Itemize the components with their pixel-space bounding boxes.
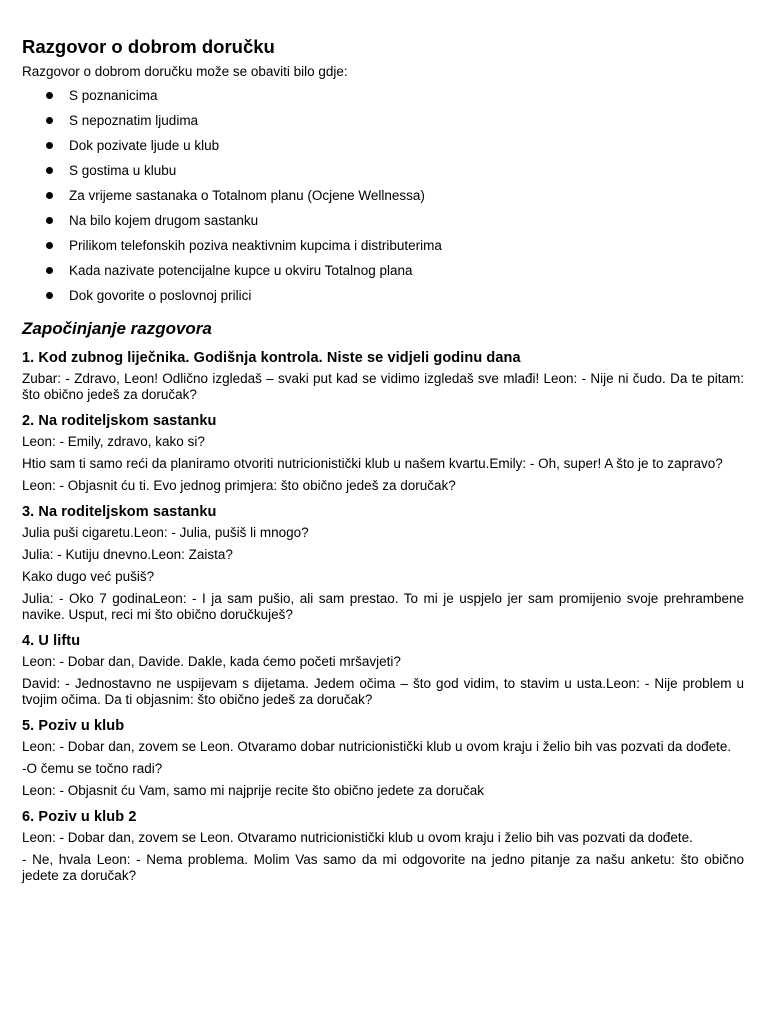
bullet-dot-icon — [46, 192, 53, 199]
section-heading: 5. Poziv u klub — [22, 718, 125, 734]
bullet-text: S gostima u klubu — [69, 163, 177, 178]
dialogue-paragraph: David: - Jednostavno ne uspijevam s dijetama. Jedem očima – što god vidim, to stavim u usta.Leon: - Nije problem u tvojim očima. Da ti objasnim: što obično jedeš za doručak? — [22, 676, 744, 707]
bullet-text: Kada nazivate potencijalne kupce u okviru Totalnog plana — [69, 263, 413, 278]
bullet-item — [22, 233, 744, 258]
section-heading: 4. U liftu — [22, 633, 81, 649]
section-heading: 6. Poziv u klub 2 — [22, 809, 137, 825]
bullet-item — [22, 108, 744, 133]
bullet-dot-icon — [46, 242, 53, 249]
bullet-dot-icon — [46, 167, 53, 174]
dialogue-paragraph: Leon: - Dobar dan, zovem se Leon. Otvaramo dobar nutricionistički klub u ovom kraju i želio bih vas pozvati da dođete. — [22, 739, 732, 754]
section-subtitle: Započinjanje razgovora — [22, 319, 212, 338]
dialogue-paragraph: -O čemu se točno radi? — [22, 761, 163, 776]
dialogue-paragraph: Leon: - Objasnit ću ti. Evo jednog primjera: što obično jedeš za doručak? — [22, 478, 456, 493]
dialogue-paragraph: Leon: - Objasnit ću Vam, samo mi najprije recite što obično jedete za doručak — [22, 783, 484, 798]
bullet-item — [22, 133, 744, 158]
bullet-dot-icon — [46, 292, 53, 299]
dialogue-section-2 — [22, 412, 744, 494]
intro-text: Razgovor o dobrom doručku može se obaviti bilo gdje: — [22, 64, 348, 79]
bullet-dot-icon — [46, 117, 53, 124]
bullet-item — [22, 158, 744, 183]
bullet-item — [22, 258, 744, 283]
bullet-text: Prilikom telefonskih poziva neaktivnim kupcima i distributerima — [69, 238, 442, 253]
bullet-dot-icon — [46, 217, 53, 224]
dialogue-paragraph: Leon: - Emily, zdravo, kako si? — [22, 434, 205, 449]
dialogue-section-3 — [22, 503, 744, 623]
bullet-list — [22, 83, 744, 308]
dialogue-paragraph: Htio sam ti samo reći da planiramo otvoriti nutricionistički klub u našem kvartu.Emily: - Oh, super! A što je to zapravo? — [22, 456, 723, 471]
dialogue-paragraph: Leon: - Dobar dan, Davide. Dakle, kada ćemo početi mršavjeti? — [22, 654, 401, 669]
bullet-text: Za vrijeme sastanaka o Totalnom planu (Ocjene Wellnessa) — [69, 188, 425, 203]
section-heading: 3. Na roditeljskom sastanku — [22, 504, 217, 520]
dialogue-paragraph: Julia: - Oko 7 godinaLeon: - I ja sam pušio, ali sam prestao. To mi je uspjelo jer sam promijenio svoje prehrambene navike. Usput, reci mi što obično doručkuješ? — [22, 591, 744, 622]
dialogue-section-4 — [22, 632, 744, 708]
document-page — [22, 36, 744, 884]
bullet-item — [22, 183, 744, 208]
dialogue-section-6 — [22, 808, 744, 884]
bullet-text: Dok pozivate ljude u klub — [69, 138, 220, 153]
section-heading: 2. Na roditeljskom sastanku — [22, 413, 217, 429]
dialogue-paragraph: Zubar: - Zdravo, Leon! Odlično izgledaš – svaki put kad se vidimo izgledaš sve mlađi! Leon: - Nije ni čudo. Da te pitam: što obično jedeš za doručak? — [22, 371, 744, 402]
bullet-item — [22, 208, 744, 233]
dialogue-paragraph: Julia puši cigaretu.Leon: - Julia, pušiš li mnogo? — [22, 525, 309, 540]
dialogue-paragraph: Julia: - Kutiju dnevno.Leon: Zaista? — [22, 547, 233, 562]
dialogue-paragraph: - Ne, hvala Leon: - Nema problema. Molim Vas samo da mi odgovorite na jedno pitanje za našu anketu: što obično jedete za doručak? — [22, 852, 744, 883]
document-title: Razgovor o dobrom doručku — [22, 36, 275, 57]
dialogue-section-1 — [22, 349, 744, 403]
section-heading: 1. Kod zubnog liječnika. Godišnja kontrola. Niste se vidjeli godinu dana — [22, 350, 521, 366]
bullet-text: Na bilo kojem drugom sastanku — [69, 213, 259, 228]
bullet-dot-icon — [46, 142, 53, 149]
bullet-dot-icon — [46, 267, 53, 274]
bullet-text: S nepoznatim ljudima — [69, 113, 199, 128]
dialogue-paragraph: Leon: - Dobar dan, zovem se Leon. Otvaramo nutricionistički klub u ovom kraju i želio bih vas pozvati da dođete. — [22, 830, 693, 845]
bullet-dot-icon — [46, 92, 53, 99]
bullet-text: S poznanicima — [69, 88, 158, 103]
dialogue-paragraph: Kako dugo već pušiš? — [22, 569, 155, 584]
bullet-item — [22, 83, 744, 108]
dialogue-section-5 — [22, 717, 744, 799]
bullet-text: Dok govorite o poslovnoj prilici — [69, 288, 252, 303]
bullet-item — [22, 283, 744, 308]
